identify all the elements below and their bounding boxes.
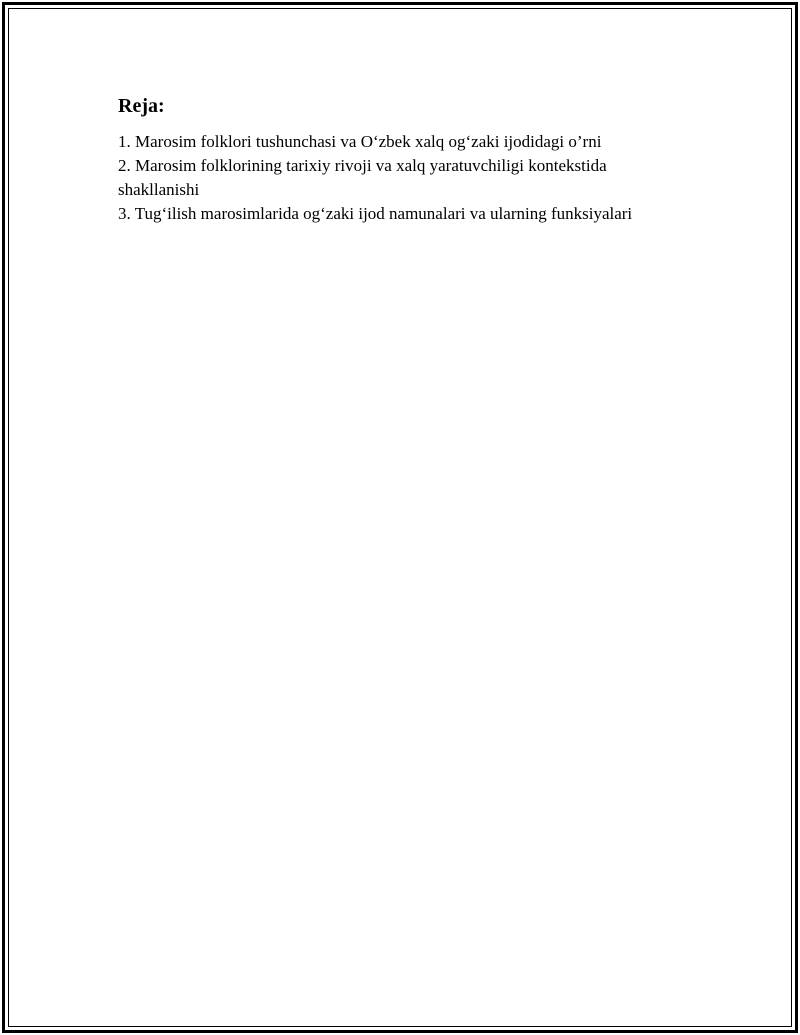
plan-item-2: 2. Marosim folklorining tarixiy rivoji va xalq yaratuvchiligi kontekstida shakllanishi <box>118 156 607 199</box>
plan-item-3: 3. Tug‘ilish marosimlarida og‘zaki ijod namunalari va ularning funksiyalari <box>118 204 633 223</box>
page-content <box>118 94 678 226</box>
plan-list <box>118 130 678 226</box>
plan-heading: Reja: <box>118 95 165 117</box>
plan-item-1: 1. Marosim folklori tushunchasi va O‘zbek xalq og‘zaki ijodidagi o’rni <box>118 132 602 151</box>
